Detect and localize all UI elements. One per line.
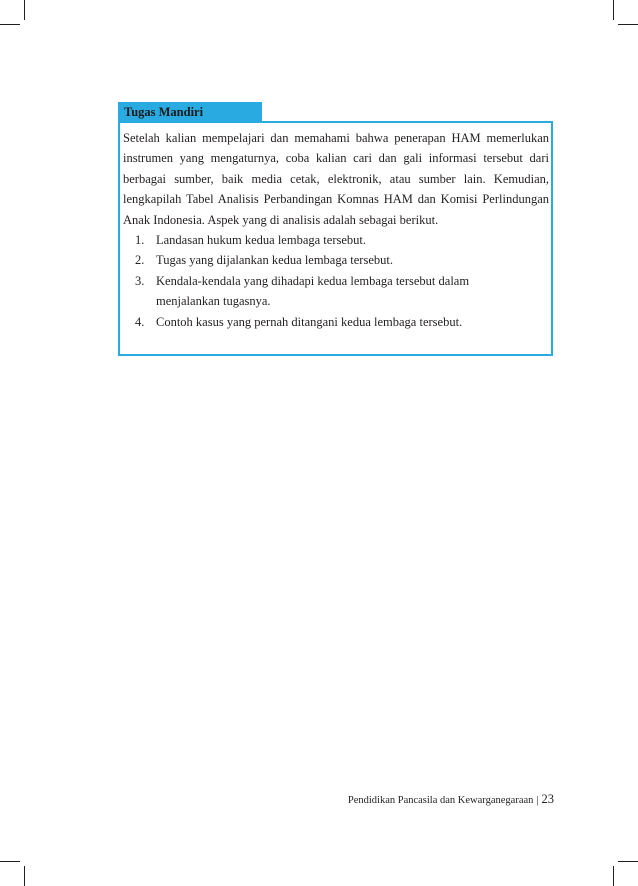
instruction-paragraph: Setelah kalian mempelajari dan memahami bahwa penerapan HAM memerlukan instrumen yang mengaturnya, coba kalian cari dan gali informasi tersebut dari berbagai sumber, baik media cetak, elektronik, atau sumber lain. Kemudian, lengkapilah Tabel Analisis Perbandingan Komnas HAM dan Komisi Perlindungan Anak Indonesia. Aspek yang di analisis adalah sebagai berikut. xyxy=(123,131,549,227)
list-item xyxy=(123,250,549,270)
list-item-text: Tugas yang dijalankan kedua lembaga tersebut. xyxy=(156,253,393,268)
list-item xyxy=(123,312,549,332)
list-item-number: 4. xyxy=(135,314,145,329)
list-item xyxy=(123,230,549,250)
activity-tab-label: Tugas Mandiri xyxy=(118,102,262,123)
page-footer xyxy=(348,791,554,809)
crop-mark xyxy=(613,0,614,20)
crop-mark xyxy=(24,0,25,20)
aspect-list xyxy=(123,230,549,332)
crop-mark xyxy=(0,24,20,25)
activity-content xyxy=(123,128,549,332)
footer-separator: | xyxy=(536,795,539,806)
list-item-text: Landasan hukum kedua lembaga tersebut. xyxy=(156,233,366,248)
list-item-number: 1. xyxy=(135,233,145,248)
page-number: 23 xyxy=(541,792,554,806)
list-item-text: Contoh kasus yang pernah ditangani kedua lembaga tersebut. xyxy=(156,314,463,329)
crop-mark xyxy=(24,866,25,886)
book-title: Pendidikan Pancasila dan Kewarganegaraan xyxy=(347,795,534,806)
list-item-number: 3. xyxy=(135,273,145,288)
list-item-number: 2. xyxy=(135,253,145,268)
list-item xyxy=(123,271,549,312)
crop-mark xyxy=(618,24,638,25)
crop-mark xyxy=(618,861,638,862)
list-item-text: Kendala-kendala yang dihadapi kedua lembaga tersebut dalam menjalankan tugasnya. xyxy=(156,273,470,309)
crop-mark xyxy=(613,866,614,886)
crop-mark xyxy=(0,861,20,862)
